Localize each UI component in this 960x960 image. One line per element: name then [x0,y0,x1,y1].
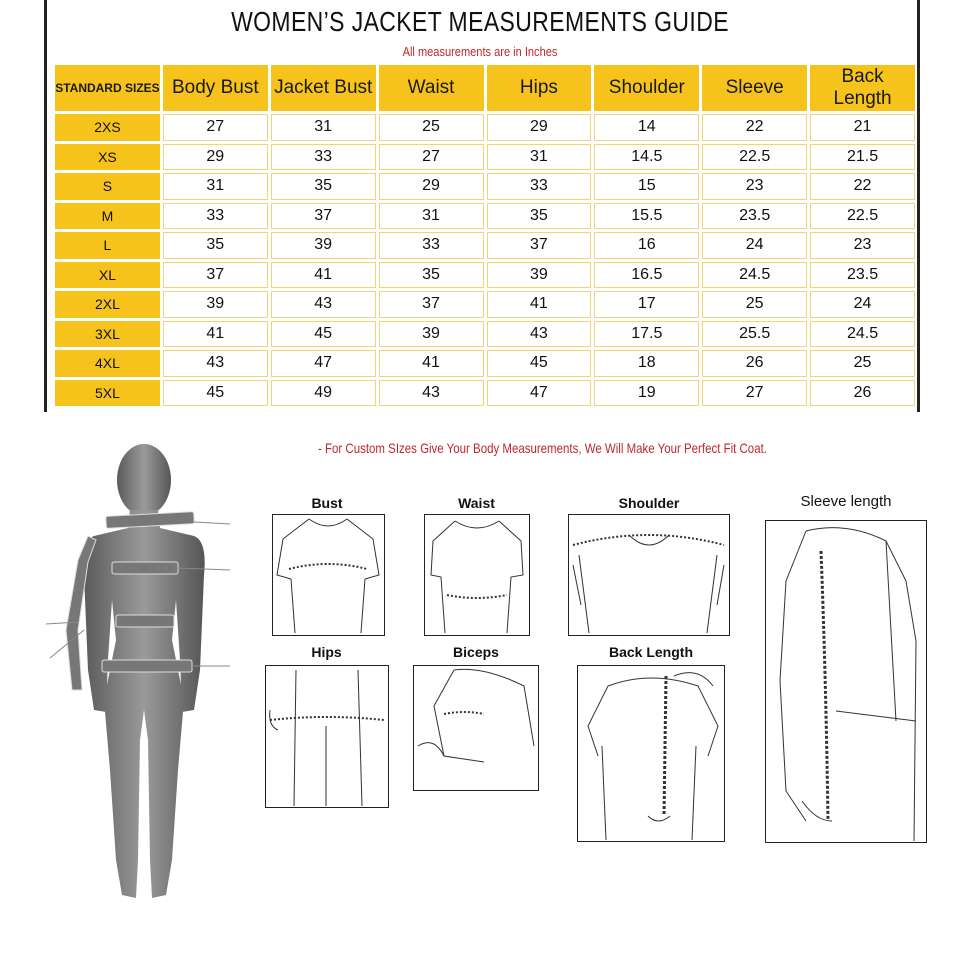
measurement-cell: 43 [163,350,268,377]
measurement-cell: 17.5 [594,321,699,348]
measurement-cell: 25.5 [702,321,807,348]
table-row [55,262,915,289]
measurement-cell: 23.5 [810,262,915,289]
measurement-cell: 27 [702,380,807,407]
header-sleeve: Sleeve [702,65,807,111]
size-label-cell: 5XL [55,380,160,407]
shoulder-label: Shoulder [618,495,680,511]
measurement-cell: 26 [702,350,807,377]
measurement-cell: 47 [271,350,376,377]
measurement-cell: 37 [379,291,484,318]
measurement-cell: 43 [487,321,592,348]
measurement-cell: 31 [379,203,484,230]
shoulder-illustration [569,515,728,633]
hips-panel [265,665,389,808]
measurement-cell: 37 [487,232,592,259]
biceps-label: Biceps [453,644,499,660]
hips-illustration [266,666,387,806]
measurement-cell: 45 [163,380,268,407]
measurement-cell: 25 [702,291,807,318]
measurement-cell: 24.5 [810,321,915,348]
header-standard-sizes: STANDARD SIZES [55,65,160,111]
table-header-row [55,65,915,111]
page-subtitle: All measurements are in Inches [402,44,558,59]
header-body-bust: Body Bust [163,65,268,111]
bust-label: Bust [311,495,343,511]
measurement-cell: 23 [702,173,807,200]
measurement-cell: 33 [487,173,592,200]
measurement-cell: 29 [487,114,592,141]
table-row [55,380,915,407]
measurement-cell: 35 [487,203,592,230]
measurement-cell: 39 [271,232,376,259]
measurement-cell: 21 [810,114,915,141]
woman-silhouette-figure [44,440,244,910]
table-row [55,203,915,230]
size-table-body [55,114,915,406]
header-jacket-bust: Jacket Bust [271,65,376,111]
measurement-cell: 23 [810,232,915,259]
size-label-cell: 2XS [55,114,160,141]
size-label-cell: XL [55,262,160,289]
size-label-cell: 3XL [55,321,160,348]
measurement-cell: 35 [379,262,484,289]
measurement-cell: 41 [379,350,484,377]
measurement-cell: 31 [487,144,592,171]
custom-size-note: - For Custom SIzes Give Your Body Measurements, We Will Make Your Perfect Fit Coat. [318,440,767,456]
measurement-cell: 22.5 [702,144,807,171]
table-row [55,350,915,377]
measurement-cell: 25 [810,350,915,377]
measurement-cell: 15.5 [594,203,699,230]
measurement-cell: 41 [487,291,592,318]
size-table [52,62,918,409]
measurement-cell: 18 [594,350,699,377]
measurement-cell: 47 [487,380,592,407]
measurement-cell: 39 [163,291,268,318]
waist-panel [424,514,530,636]
measurement-cell: 49 [271,380,376,407]
measurement-cell: 29 [163,144,268,171]
measurement-cell: 35 [163,232,268,259]
measurement-cell: 17 [594,291,699,318]
measurement-cell: 24 [810,291,915,318]
size-label-cell: M [55,203,160,230]
back-length-illustration [578,666,723,840]
measurement-cell: 26 [810,380,915,407]
measurement-cell: 37 [163,262,268,289]
measurement-cell: 41 [271,262,376,289]
measurement-cell: 33 [271,144,376,171]
header-hips: Hips [487,65,592,111]
waist-label: Waist [458,495,495,511]
measurement-cell: 27 [163,114,268,141]
measurement-cell: 24 [702,232,807,259]
measurement-cell: 22 [702,114,807,141]
measurement-cell: 24.5 [702,262,807,289]
measurement-cell: 14 [594,114,699,141]
measurement-cell: 37 [271,203,376,230]
measurement-cell: 25 [379,114,484,141]
header-waist: Waist [379,65,484,111]
measurement-cell: 33 [163,203,268,230]
measurement-cell: 22.5 [810,203,915,230]
sleeve-length-label: Sleeve length [800,493,892,510]
table-row [55,114,915,141]
sleeve-length-panel [765,520,927,843]
size-label-cell: L [55,232,160,259]
measurement-cell: 45 [487,350,592,377]
sleeve-length-illustration [766,521,925,841]
measurement-cell: 19 [594,380,699,407]
biceps-illustration [414,666,537,789]
header-shoulder: Shoulder [594,65,699,111]
table-row [55,173,915,200]
measurement-cell: 29 [379,173,484,200]
measurement-cell: 43 [379,380,484,407]
table-row [55,144,915,171]
measurement-cell: 27 [379,144,484,171]
measurement-cell: 15 [594,173,699,200]
page-title: WOMEN’S JACKET MEASUREMENTS GUIDE [231,6,729,37]
measurement-cell: 43 [271,291,376,318]
measurement-cell: 39 [379,321,484,348]
table-row [55,321,915,348]
shoulder-panel [568,514,730,636]
hips-label: Hips [311,644,342,660]
size-label-cell: S [55,173,160,200]
measurement-cell: 45 [271,321,376,348]
measurement-cell: 39 [487,262,592,289]
measurement-cell: 21.5 [810,144,915,171]
measurement-cell: 16.5 [594,262,699,289]
measurement-cell: 22 [810,173,915,200]
measurement-cell: 33 [379,232,484,259]
table-row [55,291,915,318]
measurement-cell: 23.5 [702,203,807,230]
measurement-cell: 41 [163,321,268,348]
measurement-cell: 31 [163,173,268,200]
size-label-cell: 2XL [55,291,160,318]
bust-illustration [273,515,383,633]
bust-panel [272,514,385,636]
waist-illustration [425,515,528,633]
back-length-label: Back Length [608,644,693,660]
size-label-cell: 4XL [55,350,160,377]
biceps-panel [413,665,539,791]
measurement-cell: 31 [271,114,376,141]
header-back-length: Back Length [810,65,915,111]
measurement-cell: 16 [594,232,699,259]
measurement-cell: 14.5 [594,144,699,171]
size-label-cell: XS [55,144,160,171]
back-length-panel [577,665,725,842]
measurement-cell: 35 [271,173,376,200]
table-row [55,232,915,259]
